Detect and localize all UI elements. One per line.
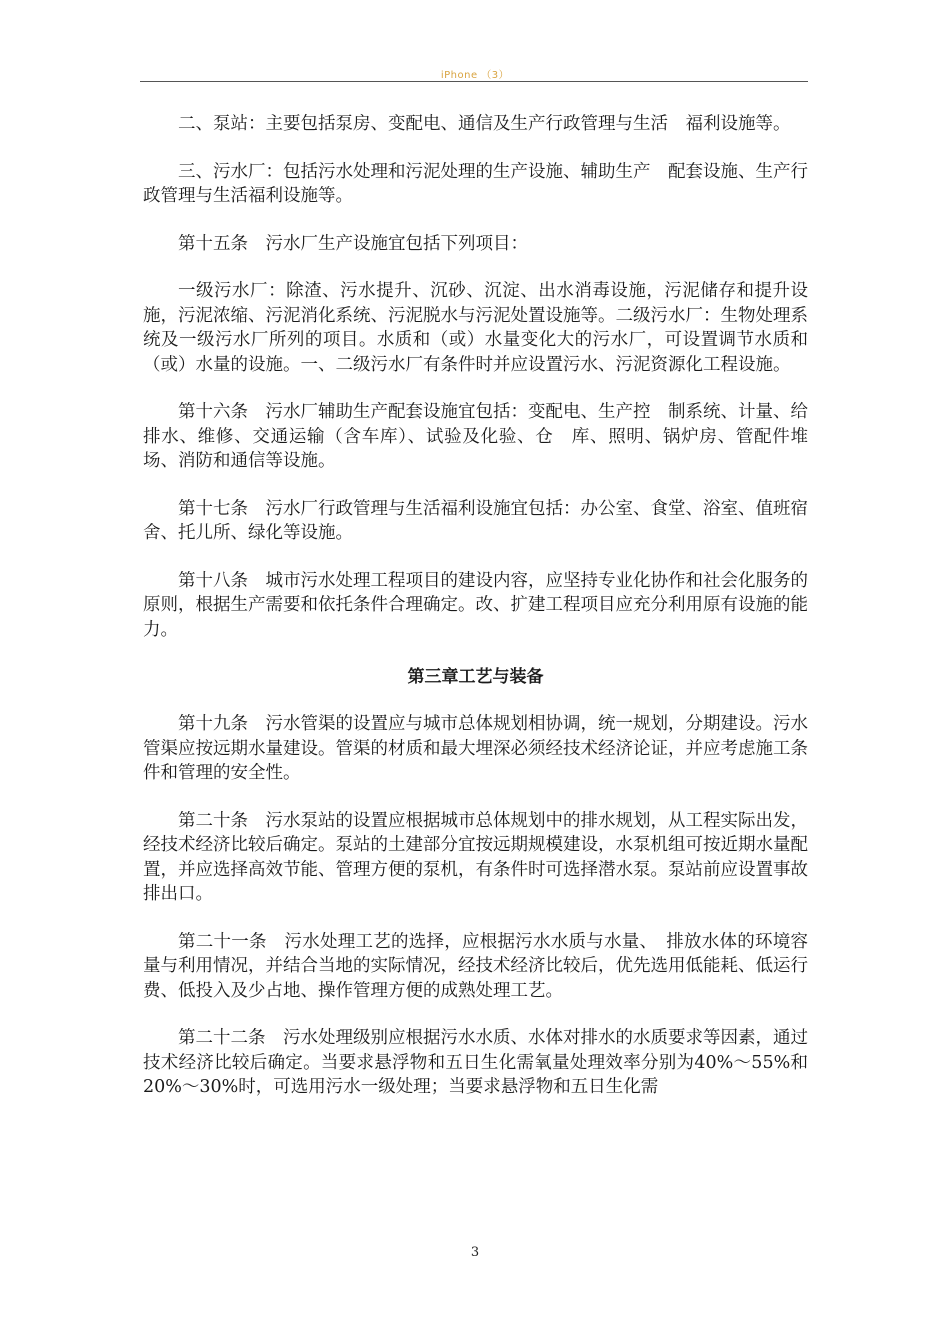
- document-body: [143, 112, 808, 1123]
- paragraph-article-22: 第二十二条 污水处理级别应根据污水水质、水体对排水的水质要求等因素，通过技术经济比较后确定。当要求悬浮物和五日生化需氧量处理效率分别为40%～55%和 20%～30%时，可选用污水一级处理；当要求悬浮物和五日生化需: [143, 1028, 808, 1097]
- chapter-heading: 第三章工艺与装备: [407, 667, 544, 687]
- paragraph-article-19: 第十九条 污水管渠的设置应与城市总体规划相协调，统一规划，分期建设。污水管渠应按远期水量建设。管渠的材质和最大埋深必须经技术经济论证，并应考虑施工条件和管理的安全性。: [143, 714, 808, 783]
- paragraph-article-20: 第二十条 污水泵站的设置应根据城市总体规划中的排水规划，从工程实际出发，经技术经济比较后确定。泵站的土建部分宜按远期规模建设，水泵机组可按近期水量配置，并应选择高效节能、管理方便的泵机，有条件时可选择潜水泵。泵站前应设置事故排出口。: [143, 810, 808, 904]
- paragraph-article-18: 第十八条 城市污水处理工程项目的建设内容，应坚持专业化协作和社会化服务的原则，根据生产需要和依托条件合理确定。改、扩建工程项目应充分利用原有设施的能力。: [143, 570, 808, 640]
- page-number: 3: [470, 1245, 480, 1260]
- paragraph-sewage-plant: 三、污水厂：包括污水处理和污泥处理的生产设施、辅助生产 配套设施、生产行政管理与生活福利设施等。: [143, 161, 808, 206]
- paragraph-pumping-station: 二、泵站：主要包括泵房、变配电、通信及生产行政管理与生活 福利设施等。: [178, 114, 791, 134]
- paragraph-article-17: 第十七条 污水厂行政管理与生活福利设施宜包括：办公室、食堂、浴室、值班宿舍、托儿所、绿化等设施。: [143, 498, 808, 543]
- paragraph-article-15: 第十五条 污水厂生产设施宜包括下列项目：: [178, 233, 528, 254]
- paragraph-plant-levels: 一级污水厂：除渣、污水提升、沉砂、沉淀、出水消毒设施，污泥储存和提升设施，污泥浓缩、污泥消化系统、污泥脱水与污泥处置设施等。二级污水厂：生物处理系统及一级污水厂所列的项目。水质和（或）水量变化大的污水厂，可设置调节水质和（或）水量的设施。一、二级污水厂有条件时并应设置污水、污泥资源化工程设施。: [143, 281, 808, 375]
- header-rule: [140, 81, 808, 82]
- paragraph-article-16: 第十六条 污水厂辅助生产配套设施宜包括：变配电、生产控 制系统、计量、给排水、维修、交通运输（含车库）、试验及化验、仓 库、照明、锅炉房、管配件堆场、消防和通信等设施。: [143, 402, 808, 471]
- paragraph-article-21: 第二十一条 污水处理工艺的选择，应根据污水水质与水量、 排放水体的环境容量与利用情况，并结合当地的实际情况，经技术经济比较后，优先选用低能耗、低运行费、低投入及少占地、操作管理方便的成熟处理工艺。: [143, 931, 808, 1001]
- page-header: iPhone （3）: [440, 70, 510, 81]
